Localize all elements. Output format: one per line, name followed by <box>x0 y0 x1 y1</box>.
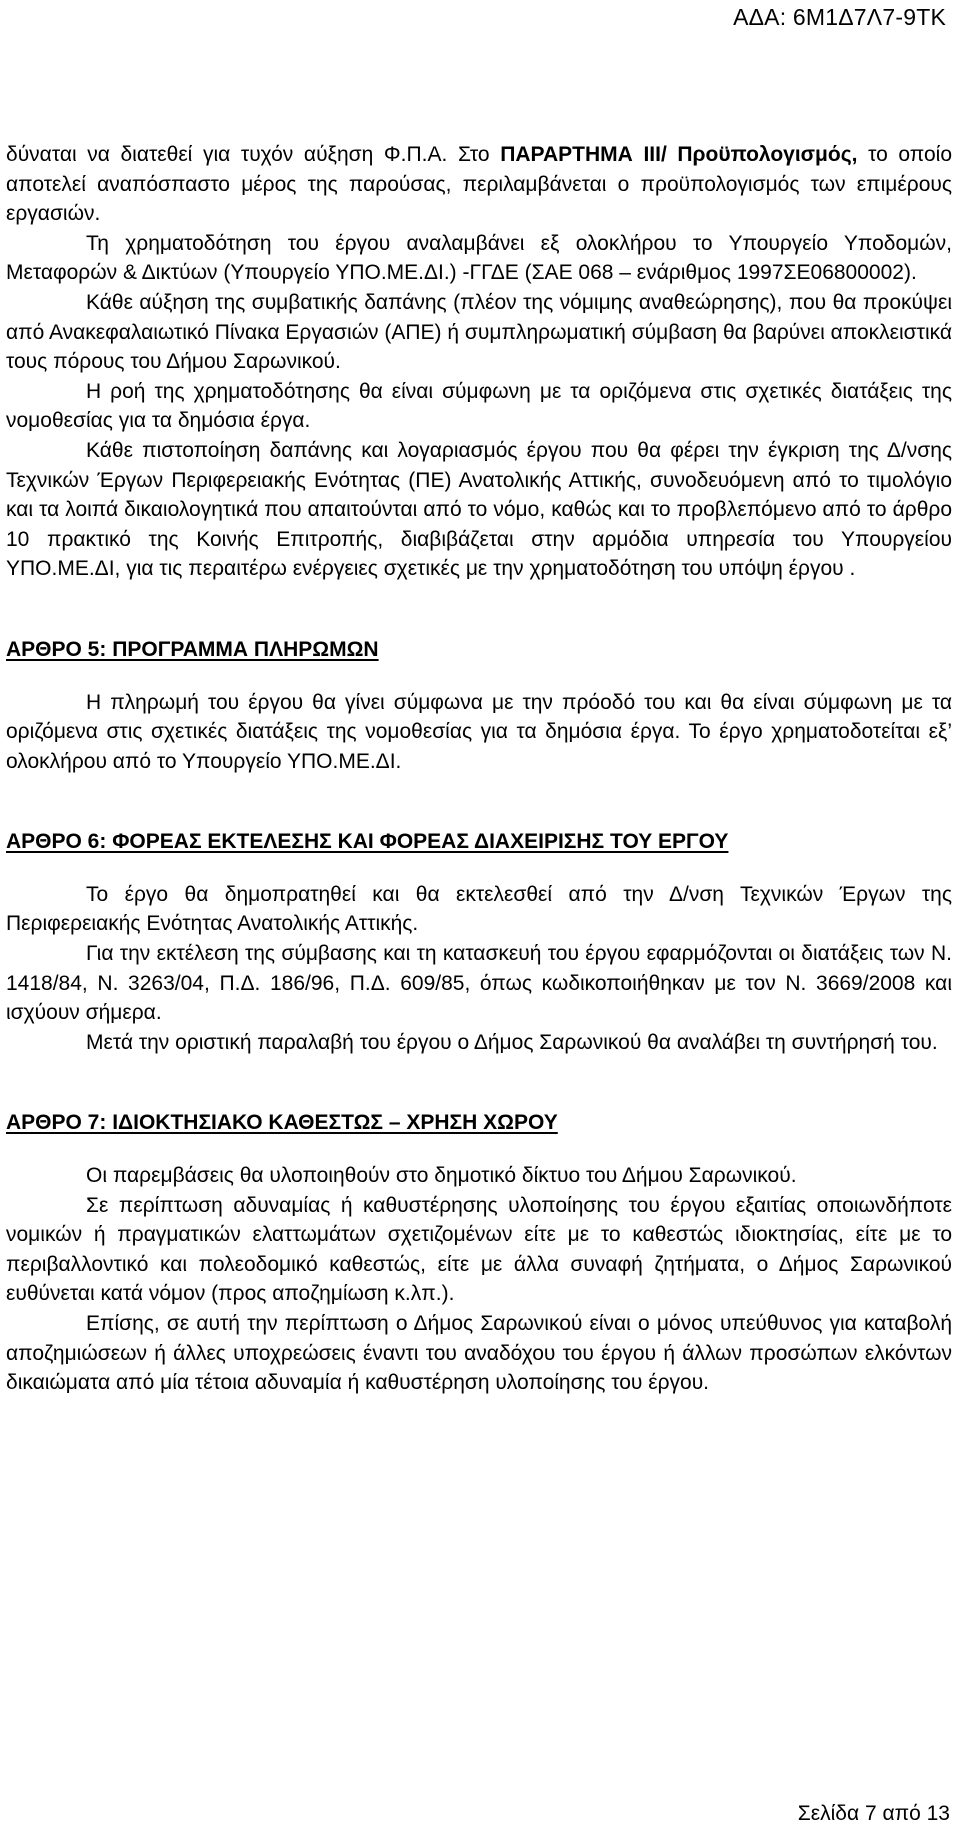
paragraph-delay-liability: Σε περίπτωση αδυναμίας ή καθυστέρησης υλοποίησης του έργου εξαιτίας οποιωνδήποτε νομικών ή πραγματικών ελαττωμάτων σχετιζομένων είτε με το καθεστώς ιδιοκτησίας, είτε με το περιβαλλοντικό και πολεοδομικό καθεστώς, είτε με άλλα συναφή ζητήματα, ο Δήμος Σαρωνικού ευθύνεται κατά νόμον (προς αποζημίωση κ.λπ.). <box>6 1193 952 1306</box>
paragraph-payment: Η πληρωμή του έργου θα γίνει σύμφωνα με την πρόοδό του και θα είναι σύμφωνη με τα οριζόμενα στις σχετικές διατάξεις της νομοθεσίας για τα δημόσια έργα. Το έργο χρηματοδοτείται εξ’ ολοκλήρου από το Υπουργείο ΥΠΟ.ΜΕ.ΔΙ. <box>6 690 952 773</box>
paragraph-cost-increase: Κάθε αύξηση της συμβατικής δαπάνης (πλέον της νόμιμης αναθεώρησης), που θα προκύψει από Ανακεφαλαιωτικό Πίνακα Εργασιών (ΑΠΕ) ή συμπληρωματική σύμβαση θα βαρύνει αποκλειστικά τους πόρους του Δήμου Σαρωνικού. <box>6 290 952 374</box>
page-number: Σελίδα 7 από 13 <box>797 1802 950 1825</box>
annex-reference: ΠΑΡΑΡΤΗΜΑ ΙΙΙ/ Προϋπολογισμός, <box>500 143 858 166</box>
paragraph-sole-responsibility: Επίσης, σε αυτή την περίπτωση ο Δήμος Σαρωνικού είναι ο μόνος υπεύθυνος για καταβολή αποζημιώσεων ή άλλες υποχρεώσεις έναντι του αναδόχου του έργου ή άλλων προσώπων ελκόντων δικαιώματα από μία τέτοια αδυναμία ή καθυστέρηση υλοποίησης του έργου. <box>6 1312 952 1395</box>
document-body <box>6 140 952 1398</box>
article-7-heading: ΑΡΘΡΟ 7: ΙΔΙΟΚΤΗΣΙΑΚΟ ΚΑΘΕΣΤΩΣ – ΧΡΗΣΗ ΧΩΡΟΥ <box>6 1111 558 1135</box>
paragraph-vat <box>6 140 952 229</box>
paragraph-funding: Τη χρηματοδότηση του έργου αναλαμβάνει εξ ολοκλήρου το Υπουργείο Υποδομών, Μεταφορών & Δικτύων (Υπουργείο ΥΠΟ.ΜΕ.ΔΙ.) -ΓΓΔΕ (ΣΑΕ 068 – ενάριθμος 1997ΣΕ06800002). <box>6 231 952 285</box>
paragraph-certification: Κάθε πιστοποίηση δαπάνης και λογαριασμός έργου που θα φέρει την έγκριση της Δ/νσης Τεχνικών Έργων Περιφερειακής Ενότητας (ΠΕ) Ανατολικής Αττικής, συνοδευόμενη από το τιμολόγιο και τα λοιπά δικαιολογητικά που απαιτούνται από το νόμο, καθώς και το προβλεπόμενο από το άρθρο 10 πρακτικό της Κοινής Επιτροπής, διαβιβάζεται στην αρμόδια υπηρεσία του Υπουργείου ΥΠΟ.ΜΕ.ΔΙ, για τις περαιτέρω ενέργειες σχετικές με την χρηματοδότηση του υπόψη έργου . <box>6 438 952 581</box>
article-5-heading: ΑΡΘΡΟ 5: ΠΡΟΓΡΑΜΜΑ ΠΛΗΡΩΜΩΝ <box>6 637 379 661</box>
paragraph-funding-flow: Η ροή της χρηματοδότησης θα είναι σύμφωνη με τα οριζόμενα στις σχετικές διατάξεις της νομοθεσίας για τα δημόσια έργα. <box>6 379 952 433</box>
ada-code: ΑΔΑ: 6Μ1Δ7Λ7-9ΤΚ <box>733 4 946 30</box>
paragraph-vat-text-end: το οποίο αποτελεί αναπόσπαστο μέρος της παρούσας, περιλαμβάνεται ο προϋπολογισμός των επιμέρους εργασιών. <box>6 143 952 226</box>
paragraph-legislation: Για την εκτέλεση της σύμβασης και τη κατασκευή του έργου εφαρμόζονται οι διατάξεις των Ν. 1418/84, Ν. 3263/04, Π.Δ. 186/96, Π.Δ. 609/85, όπως κωδικοποιήθηκαν με τον Ν. 3669/2008 και ισχύουν σήμερα. <box>6 942 952 1025</box>
paragraph-contracting-authority: Το έργο θα δημοπρατηθεί και θα εκτελεσθεί από την Δ/νση Τεχνικών Έργων της Περιφερειακής Ενότητας Ανατολικής Αττικής. <box>6 882 952 936</box>
paragraph-interventions: Οι παρεμβάσεις θα υλοποιηθούν στο δημοτικό δίκτυο του Δήμου Σαρωνικού. <box>86 1164 797 1188</box>
article-6-heading: ΑΡΘΡΟ 6: ΦΟΡΕΑΣ ΕΚΤΕΛΕΣΗΣ ΚΑΙ ΦΟΡΕΑΣ ΔΙΑΧΕΙΡΙΣΗΣ ΤΟΥ ΕΡΓΟΥ <box>6 830 729 854</box>
paragraph-maintenance: Μετά την οριστική παραλαβή του έργου ο Δήμος Σαρωνικού θα αναλάβει τη συντήρησή του. <box>86 1030 938 1054</box>
paragraph-vat-text: δύναται να διατεθεί για τυχόν αύξηση Φ.Π.Α. Στο <box>6 143 501 166</box>
